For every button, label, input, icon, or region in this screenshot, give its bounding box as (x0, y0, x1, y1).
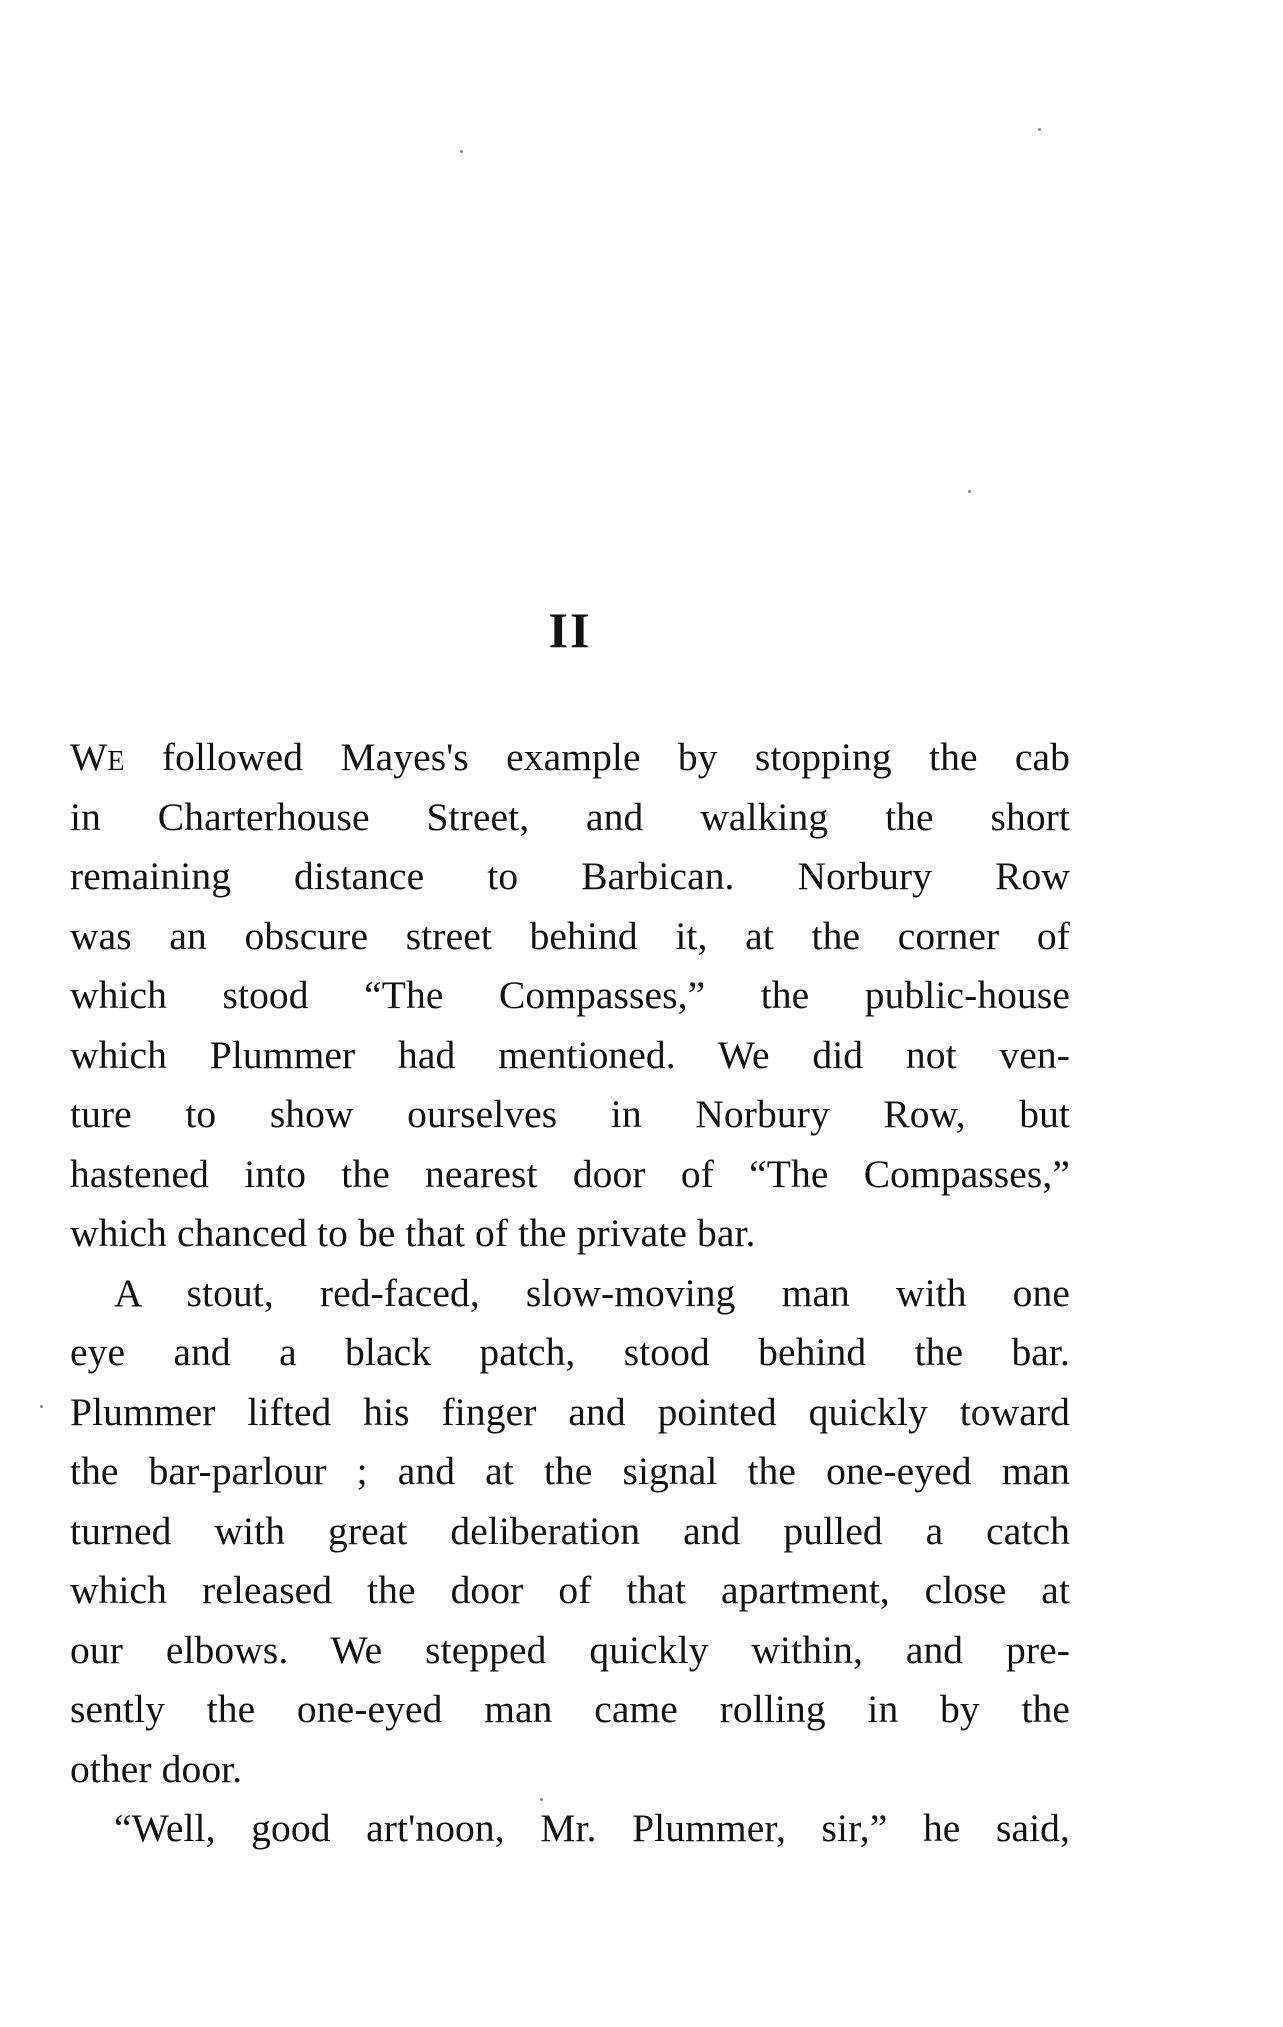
text-line: We followed Mayes's example by stopping the cab (70, 735, 1070, 779)
text-line: ture to show ourselves in Norbury Row, but (70, 1092, 1070, 1136)
drop-word: We (70, 735, 125, 779)
text-line: turned with great deliberation and pulled a catch (70, 1508, 1070, 1553)
text-line: the bar-parlour ; and at the signal the one-eyed man (70, 1449, 1070, 1493)
text-line: was an obscure street behind it, at the corner of (70, 913, 1070, 958)
chapter-number: II (548, 602, 592, 658)
text-line: which stood “The Compasses,” the public-house (70, 973, 1070, 1017)
scan-speck (968, 490, 971, 493)
text-line: which Plummer had mentioned. We did not ven- (70, 1032, 1070, 1077)
text-line: remaining distance to Barbican. Norbury Row (70, 854, 1070, 898)
paragraph-2 (70, 1264, 1070, 1800)
text-line: “Well, good art'noon, Mr. Plummer, sir,” he said, (114, 1806, 1070, 1850)
text-line: which released the door of that apartment, close at (70, 1568, 1070, 1612)
paragraph-3 (70, 1799, 1070, 1859)
body-text (70, 728, 1070, 1859)
text-line: eye and a black patch, stood behind the bar. (70, 1330, 1070, 1374)
scan-speck (460, 150, 463, 153)
scan-speck (40, 1405, 43, 1408)
text-line: in Charterhouse Street, and walking the short (70, 794, 1070, 839)
text-line: our elbows. We stepped quickly within, and pre- (70, 1627, 1070, 1672)
scan-speck (1038, 128, 1041, 131)
text-line: sently the one-eyed man came rolling in by the (70, 1687, 1070, 1731)
text-line: A stout, red-faced, slow-moving man with one (114, 1270, 1070, 1315)
text-line: which chanced to be that of the private bar. (70, 1211, 756, 1255)
text-line: hastened into the nearest door of “The Compasses,” (70, 1151, 1070, 1196)
text-line: Plummer lifted his finger and pointed quickly toward (70, 1389, 1070, 1434)
text-line: other door. (70, 1746, 243, 1791)
paragraph-1 (70, 728, 1070, 1264)
